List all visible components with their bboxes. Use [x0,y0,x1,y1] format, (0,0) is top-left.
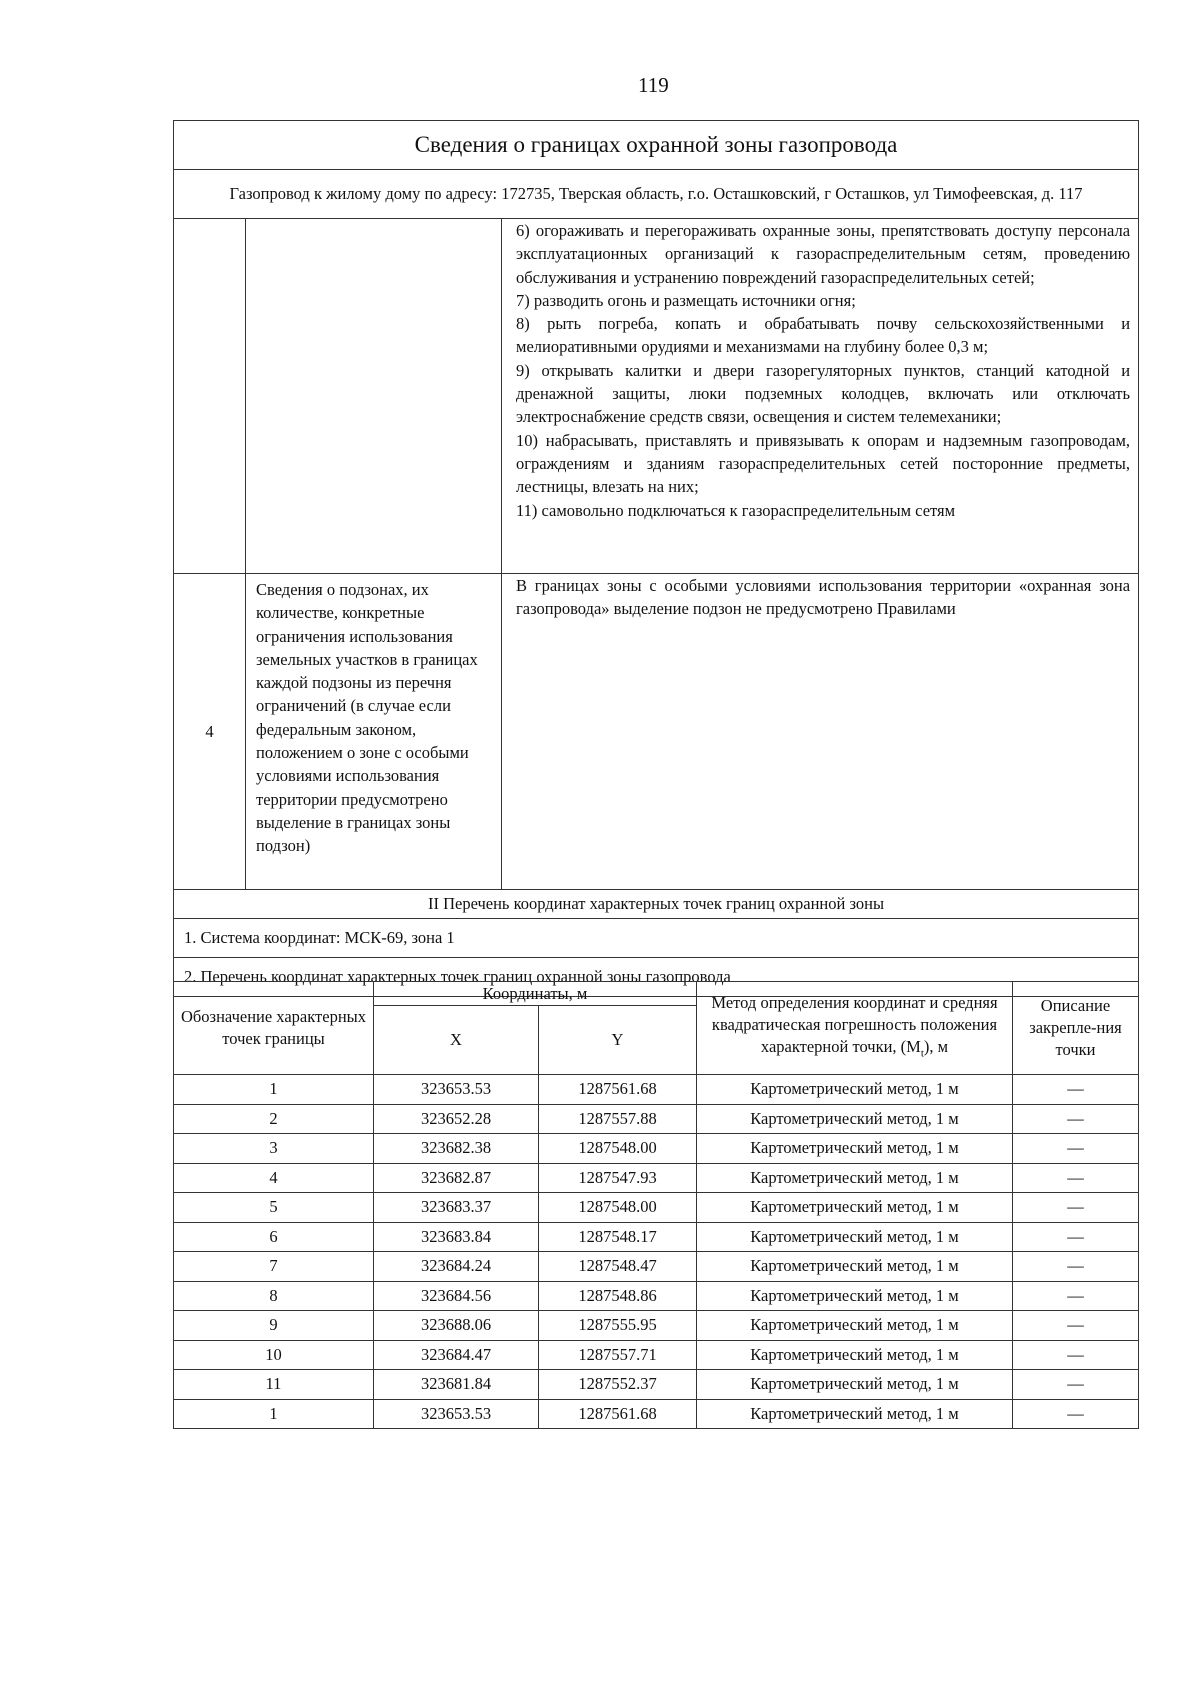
table-row [174,1104,1139,1134]
cell-y: 1287548.00 [539,1193,697,1223]
table-row-subzones [174,574,1139,890]
row-label: Сведения о подзонах, их количестве, конкретные ограничения использования земельных участков в границах каждой подзоны из перечня ограничений (в случае если федеральным законом, положением о зоне с особыми условиями использования территории предусмотрено выделение в границах зоны подзон) [246,574,502,890]
rule-paragraph: 9) открывать калитки и двери газорегуляторных пунктов, станций катодной и дренажной защиты, люки подземных колодцев, включать или отключать электроснабжение средств связи, освещения и систем телемеханики; [516,360,1131,427]
cell-x: 323688.06 [374,1311,539,1341]
cell-point: 8 [174,1281,374,1311]
table-row [174,1399,1139,1429]
cell-x: 323681.84 [374,1370,539,1400]
table-row [174,1281,1139,1311]
table-row [174,1222,1139,1252]
cell-fixing: — [1013,1104,1139,1134]
cell-point: 11 [174,1370,374,1400]
cell-fixing: — [1013,1311,1139,1341]
cell-fixing: — [1013,1252,1139,1282]
cell-point: 10 [174,1340,374,1370]
page-number: 119 [638,73,669,97]
cell-method: Картометрический метод, 1 м [697,1163,1013,1193]
cell-x: 323683.84 [374,1222,539,1252]
table-row [174,1134,1139,1164]
cell-point: 2 [174,1104,374,1134]
cell-x: 323652.28 [374,1104,539,1134]
table-row-rules [174,219,1139,574]
cell-x: 323653.53 [374,1075,539,1105]
header-x: X [374,1006,539,1075]
cell-y: 1287561.68 [539,1399,697,1429]
header-coords: Координаты, м [374,982,697,1006]
cell-method: Картометрический метод, 1 м [697,1222,1013,1252]
cell-fixing: — [1013,1134,1139,1164]
cell-point: 3 [174,1134,374,1164]
cell-y: 1287548.47 [539,1252,697,1282]
cell-fixing: — [1013,1193,1139,1223]
cell-point: 4 [174,1163,374,1193]
header-fixing: Описание закрепле-ния точки [1013,982,1139,1075]
coordinates-body [174,1075,1139,1429]
header-method: Метод определения координат и средняя квадратическая погрешность положения характерной точки, $(M_t)$, м [697,982,1013,1075]
cell-y: 1287561.68 [539,1075,697,1105]
header-point: Обозначение характерных точек границы [174,982,374,1075]
points-list-title: 2. Перечень координат характерных точек границ охранной зоны газопровода [174,958,1139,997]
cell-y: 1287548.86 [539,1281,697,1311]
table-row [174,1163,1139,1193]
table-row [174,1075,1139,1105]
cell-y: 1287557.71 [539,1340,697,1370]
row-text: В границах зоны с особыми условиями использования территории «охранная зона газопровода» выделение подзон не предусмотрено Правилами [502,574,1139,890]
cell-y: 1287552.37 [539,1370,697,1400]
cell-method: Картометрический метод, 1 м [697,1399,1013,1429]
cell-fixing: — [1013,1163,1139,1193]
rule-paragraph: 8) рыть погреба, копать и обрабатывать почву сельскохозяйственными и мелиоративными орудиями и механизмами на глубину более 0,3 м; [516,314,1131,357]
header-y: Y [539,1006,697,1075]
zone-info-table [173,120,1139,997]
row-number: 4 [174,574,246,890]
cell-point: 7 [174,1252,374,1282]
cell-method: Картометрический метод, 1 м [697,1370,1013,1400]
cell-method: Картометрический метод, 1 м [697,1311,1013,1341]
cell-y: 1287548.17 [539,1222,697,1252]
cell-fixing: — [1013,1370,1139,1400]
table-row [174,1252,1139,1282]
cell-x: 323683.37 [374,1193,539,1223]
cell-x: 323682.38 [374,1134,539,1164]
rule-paragraph: 10) набрасывать, приставлять и привязывать к опорам и надземным газопроводам, ограждениям и зданиям газораспределительных сетей посторонние предметы, лестницы, влезать на них; [516,430,1131,497]
cell-x: 323684.47 [374,1340,539,1370]
table-row [174,1193,1139,1223]
cell-fixing: — [1013,1222,1139,1252]
cell-x: 323684.24 [374,1252,539,1282]
document-subtitle: Газопровод к жилому дому по адресу: 172735, Тверская область, г.о. Осташковский, г Осташков, ул Тимофеевская, д. 117 [174,170,1139,219]
cell-method: Картометрический метод, 1 м [697,1134,1013,1164]
cell-point: 1 [174,1399,374,1429]
cell-y: 1287548.00 [539,1134,697,1164]
rules-cell [502,219,1139,574]
table-row [174,1340,1139,1370]
table-row [174,1370,1139,1400]
cell-y: 1287557.88 [539,1104,697,1134]
cell-fixing: — [1013,1281,1139,1311]
coordinates-table [173,981,1139,1429]
cell-method: Картометрический метод, 1 м [697,1252,1013,1282]
cell-method: Картометрический метод, 1 м [697,1340,1013,1370]
section-title: II Перечень координат характерных точек границ охранной зоны [174,890,1139,919]
cell-x: 323653.53 [374,1399,539,1429]
cell-x: 323684.56 [374,1281,539,1311]
rule-paragraph: 7) разводить огонь и размещать источники огня; [516,290,856,310]
row-number-cell-empty [174,219,246,574]
rule-paragraph: 6) огораживать и перегораживать охранные зоны, препятствовать доступу персонала эксплуатационных организаций к газораспределительным сетям, проведению обслуживания и устранению повреждений газораспределительных сетей; [516,221,1131,287]
document-title: Сведения о границах охранной зоны газопровода [174,121,1139,170]
cell-point: 1 [174,1075,374,1105]
cell-point: 6 [174,1222,374,1252]
cell-y: 1287555.95 [539,1311,697,1341]
cell-fixing: — [1013,1340,1139,1370]
cell-x: 323682.87 [374,1163,539,1193]
cell-point: 9 [174,1311,374,1341]
coordinate-system: 1. Система координат: МСК-69, зона 1 [174,919,1139,958]
row-label-cell-empty [246,219,502,574]
cell-method: Картометрический метод, 1 м [697,1104,1013,1134]
cell-method: Картометрический метод, 1 м [697,1193,1013,1223]
cell-y: 1287547.93 [539,1163,697,1193]
cell-method: Картометрический метод, 1 м [697,1281,1013,1311]
table-row [174,1311,1139,1341]
cell-method: Картометрический метод, 1 м [697,1075,1013,1105]
cell-fixing: — [1013,1399,1139,1429]
cell-point: 5 [174,1193,374,1223]
rule-paragraph: 11) самовольно подключаться к газораспределительным сетям [516,500,956,520]
cell-fixing: — [1013,1075,1139,1105]
